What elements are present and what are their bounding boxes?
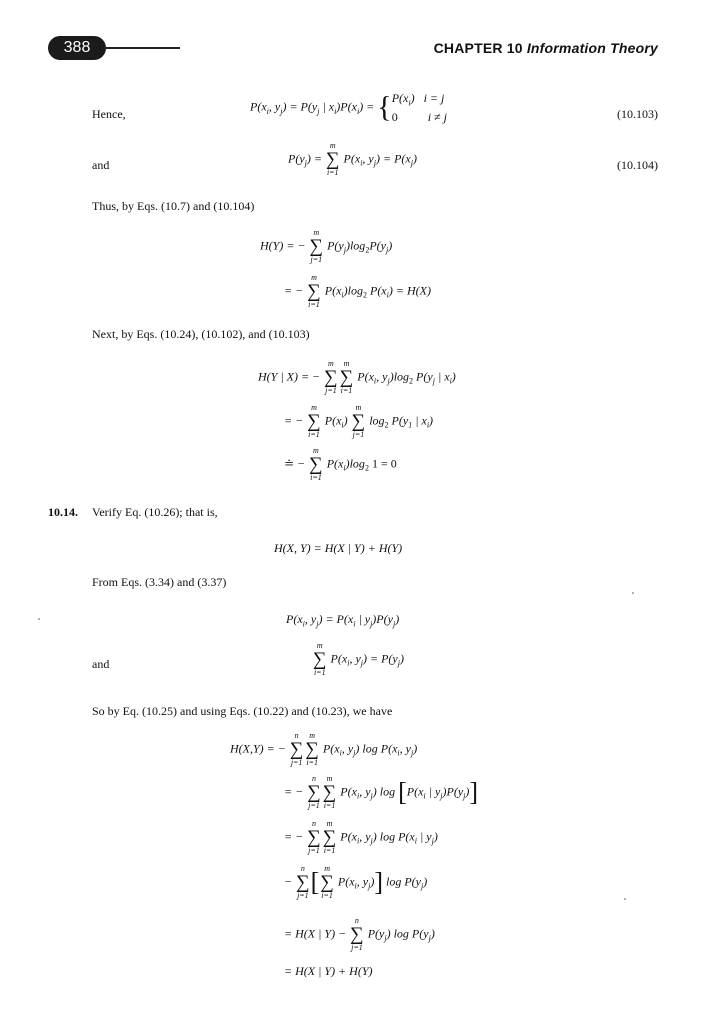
hxy-derivation-line-6: = H(X | Y) + H(Y) [284,964,373,978]
marginal-equation: m ∑ i=1 $P(x_i$, $y_j) = P(y_j)$ [313,641,404,677]
hence-label: Hence, [92,107,126,121]
header-rule [104,47,180,49]
problem-statement: Verify Eq. (10.26); that is, [92,505,218,519]
hxy-derivation-line-5: = H(X | Y) − n ∑ j=1 $P(y_j)$ $\log P(y_j)$ [284,916,435,952]
hxy-derivation-line-1: H(X,Y) = − n ∑ j=1 m ∑ i=1 $P(x_i$, $y_j$) $\log P(x_i$, $y_j$) [230,731,418,767]
chapter-title: Information Theory [526,40,658,56]
from-paragraph: From Eqs. (3.34) and (3.37) [92,575,227,589]
problem-number: 10.14. [48,505,78,519]
thus-paragraph: Thus, by Eqs. (10.7) and (10.104) [92,199,255,213]
running-header [434,40,658,56]
hxy-derivation-line-3: = − n ∑ j=1 m ∑ i=1 $P(x_i$, $y_j$) $\log P(x_i$ | $y_j$) [284,819,438,855]
hy-equation-line-1: H(Y) = − m ∑ j=1 $P(y_j)\log_2P(y_j)$ [260,228,393,264]
hyx-equation-line-3: ≐ − m ∑ i=1 $P(x_i)\log_2$ 1 = 0 [284,446,397,482]
hxy-derivation-line-4: − n ∑ j=1 [ m ∑ i=1 $P(x_i$, $y_j$)] $\log P(y_j)$ [284,864,428,900]
next-paragraph: Next, by Eqs. (10.24), (10.102), and (10.103) [92,327,310,341]
scan-speck [38,618,40,620]
hy-equation-line-2: = − m ∑ i=1 $P(x_i)\log_2$ $P(x_i) = H(X)$ [284,273,431,309]
and-label-2: and [92,657,110,671]
page-number-badge: 388 [48,36,106,60]
hxy-derivation-line-2: = − n ∑ j=1 m ∑ i=1 $P(x_i$, $y_j$) $\log [P(x_i$ | $y_j)P(y_j)$] [284,774,479,810]
and-label-1: and [92,158,110,172]
joint-entropy-identity: H(X, Y) = H(X | Y) + H(Y) [274,541,403,555]
scan-speck [624,898,626,900]
equation-number-10-103: (10.103) [617,107,658,121]
hyx-equation-line-2: = − m ∑ i=1 $P(x_i)$ m ∑ j=1 $\log_2 P(y_1$ | $x_i$) [284,403,434,439]
bayes-equation: $P(x_i$, $y_j) = P(x_i$ | $y_j)P(y_j)$ [286,612,400,629]
equation-10-103: $P(x_i$, $y_j) = P(y_j$ | $x_i)P(x_i) = \{P(x_i)$ i = j 0 i ≠ j [250,90,447,125]
hyx-equation-line-1: H(Y | X) = − m ∑ j=1 m ∑ i=1 $P(x_i$, $y_j)\log_2$ $P(y_j$ | $x_i$) [258,359,456,395]
equation-number-10-104: (10.104) [617,158,658,172]
scan-speck [632,592,634,594]
equation-10-104: $P(y_j)$ = m ∑ i=1 $P(x_i$, $y_j) = P(x_j)$ [288,141,417,177]
chapter-label: CHAPTER 10 [433,40,523,56]
so-paragraph: So by Eq. (10.25) and using Eqs. (10.22) and (10.23), we have [92,704,393,718]
